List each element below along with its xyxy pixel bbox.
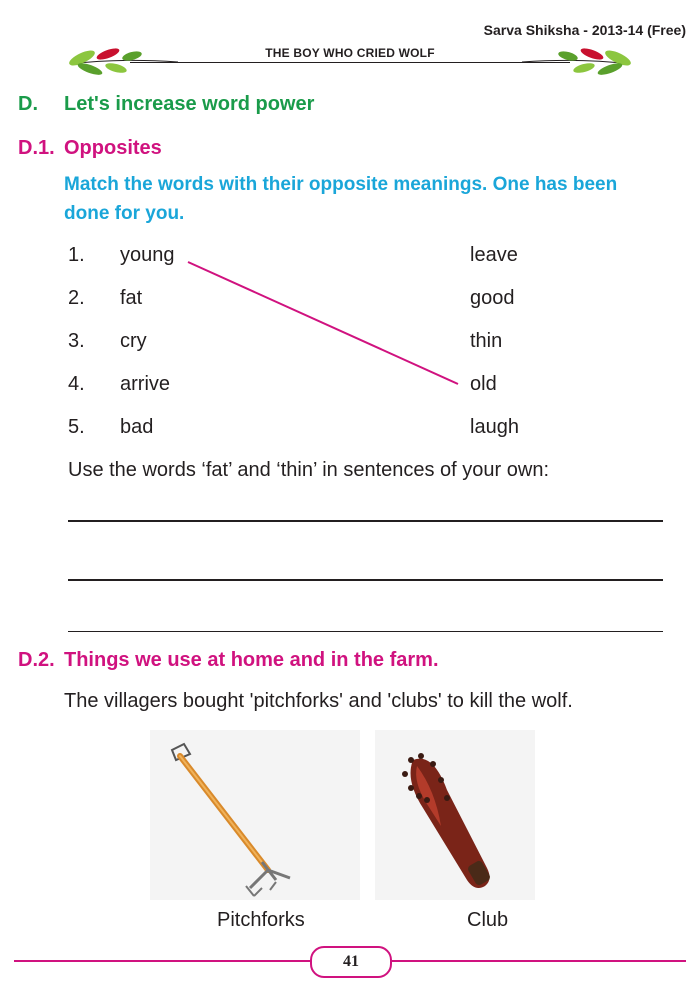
pair-number: 4. xyxy=(68,373,85,395)
footer-rule-left xyxy=(14,960,312,962)
header-rule xyxy=(130,62,570,63)
pair-number: 3. xyxy=(68,330,85,352)
pair-number: 2. xyxy=(68,287,85,309)
right-word[interactable]: good xyxy=(470,287,515,309)
section-d1-label: D.1. xyxy=(18,137,55,159)
writing-line[interactable] xyxy=(68,631,663,632)
right-word[interactable]: old xyxy=(470,373,497,395)
section-d2-label: D.2. xyxy=(18,649,55,671)
chapter-title: THE BOY WHO CRIED WOLF xyxy=(265,46,435,60)
pair-number: 5. xyxy=(68,416,85,438)
left-word[interactable]: young xyxy=(120,244,175,266)
page-number: 41 xyxy=(310,946,392,978)
pitchfork-image xyxy=(150,730,360,900)
writing-line[interactable] xyxy=(68,579,663,581)
pitchforks-caption: Pitchforks xyxy=(217,909,305,931)
footer-rule-right xyxy=(388,960,686,962)
section-d-label: D. xyxy=(18,93,38,115)
left-word[interactable]: arrive xyxy=(120,373,171,395)
series-title: Sarva Shiksha - 2013-14 (Free) xyxy=(483,22,686,38)
section-d-title: Let's increase word power xyxy=(64,93,315,115)
section-d2-title: Things we use at home and in the farm. xyxy=(64,649,439,671)
club-caption: Club xyxy=(467,909,509,931)
pair-number: 1. xyxy=(68,244,85,266)
club-image xyxy=(375,730,535,900)
left-word[interactable]: cry xyxy=(120,330,147,352)
left-word[interactable]: bad xyxy=(120,416,154,438)
right-word[interactable]: laugh xyxy=(470,416,519,438)
section-d2-text: The villagers bought 'pitchforks' and 'clubs' to kill the wolf. xyxy=(64,690,573,712)
sentence-prompt: Use the words ‘fat’ and ‘thin’ in sentences of your own: xyxy=(68,459,549,481)
right-word[interactable]: leave xyxy=(470,244,518,266)
left-word[interactable]: fat xyxy=(120,287,143,309)
right-word[interactable]: thin xyxy=(470,330,503,352)
instruction-line-2: done for you. xyxy=(64,203,185,224)
instruction-line-1: Match the words with their opposite meanings. One has been xyxy=(64,174,618,195)
section-d1-title: Opposites xyxy=(64,137,162,159)
writing-line[interactable] xyxy=(68,520,663,522)
